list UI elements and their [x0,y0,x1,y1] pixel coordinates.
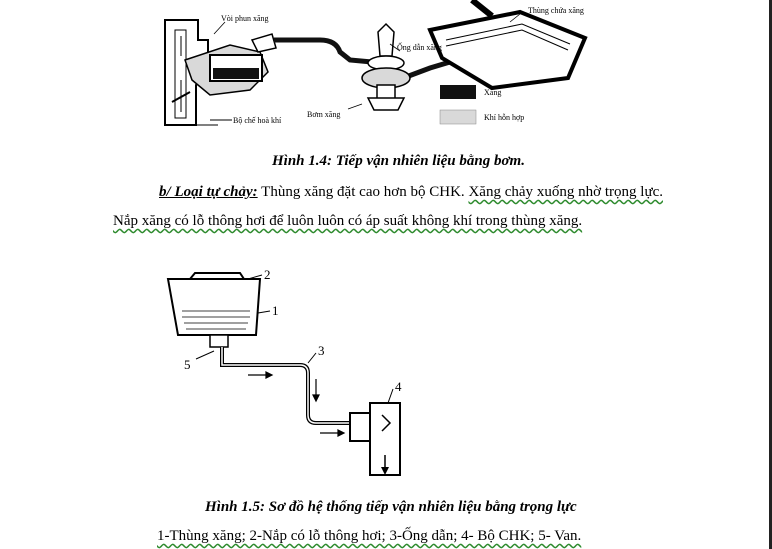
gravity-pipe-drawing [222,347,350,423]
legend-swatch-mixture [440,110,476,124]
gravity-tank-drawing [168,273,260,347]
part-number-2: 2 [264,267,271,282]
label-pipe: Ống dẫn xăng [397,43,442,52]
figure-1-5-diagram [0,265,772,485]
part-number-4: 4 [395,379,402,394]
part-number-1: 1 [272,303,279,318]
figure-1-4-diagram [0,0,772,150]
gravity-carburetor-drawing [350,403,400,475]
figure-1-4-caption: Hình 1.4: Tiếp vận nhiên liệu bằng bơm. [272,153,525,169]
part-number-5: 5 [184,357,191,372]
pump-drawing [362,24,410,110]
carburetor-drawing [165,20,276,125]
section-b-heading: b/ Loại tự chảy: [159,184,258,200]
flow-arrows [248,372,344,436]
section-b-text-2: Xăng chảy xuống nhờ trọng lực. Nắp xăng có lỗ thông hơi để luôn luôn có áp suất không khí trong thùng xăng. [113,184,663,229]
figure-1-5-legend: 1-Thùng xăng; 2-Nắp có lỗ thông hơi; 3-Ống dẫn; 4- Bộ CHK; 5- Van. [157,528,582,544]
figure-1-5-caption: Hình 1.5: Sơ đồ hệ thống tiếp vận nhiên liệu bằng trọng lực [205,499,577,515]
legend-label-mixture: Khí hỗn hợp [484,113,525,122]
legend-swatch-fuel [440,85,476,99]
section-b-text-1: Thùng xăng đặt cao hơn bộ CHK. [257,184,469,200]
legend-label-fuel: Xăng [484,88,502,97]
section-b-paragraph [113,178,663,236]
label-carburetor: Bộ chế hoà khí [233,116,282,125]
label-nozzle: Vòi phun xăng [221,14,269,23]
part-number-3: 3 [318,343,325,358]
label-tank: Thùng chứa xăng [528,6,584,15]
label-pump: Bơm xăng [307,110,341,119]
